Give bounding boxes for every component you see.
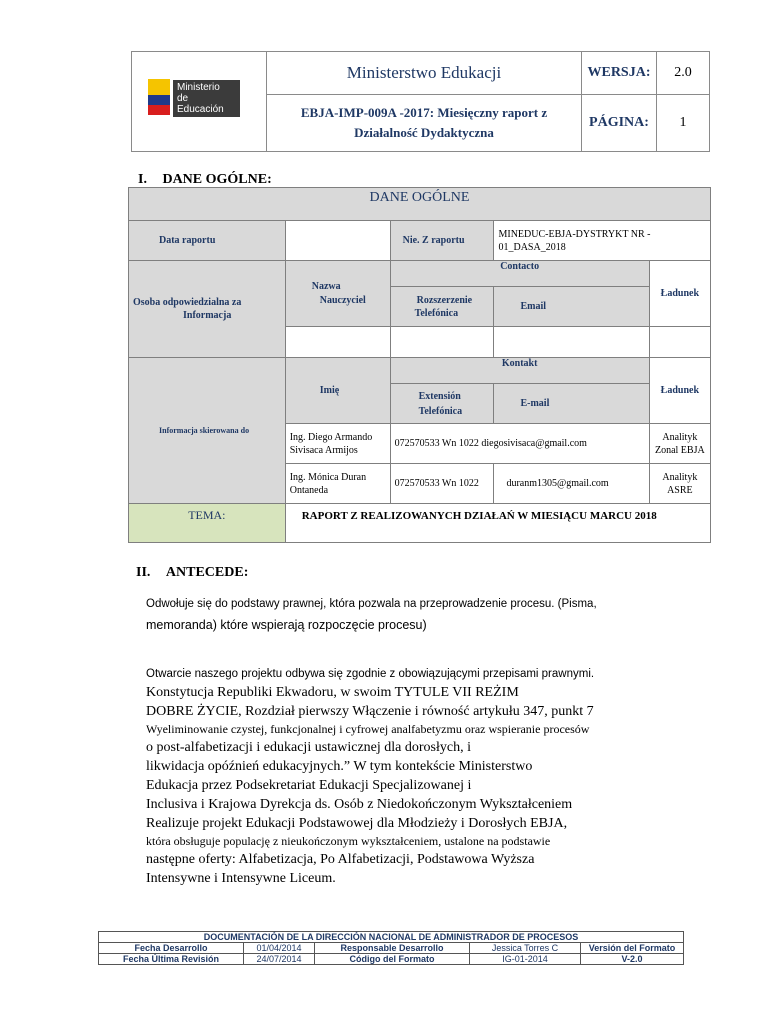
document-code-line1: EBJA-IMP-009A -2017: Miesięczny raport z <box>300 105 548 120</box>
recipient-1-name-line1: Ing. Diego Armando <box>289 431 373 443</box>
phone-ext-line1: Rozszerzenie <box>416 294 473 306</box>
phone-ext-label <box>390 287 494 327</box>
footer-revision-date-value: 24/07/2014 <box>244 954 315 965</box>
paragraph-2-line1: Otwarcie naszego projektu odbywa się zgodnie z obowiązującymi przepisami prawnymi. <box>146 668 595 680</box>
charge-value <box>649 327 710 358</box>
version-value: 2.0 <box>657 52 710 95</box>
footer-format-code-value: IG-01-2014 <box>470 954 581 965</box>
ministry-title: Ministerstwo Edukacji <box>267 52 582 95</box>
name-label: Imię <box>285 358 390 424</box>
page-label: PÁGINA: <box>582 95 657 152</box>
general-data-banner: DANE OGÓLNE <box>129 188 711 221</box>
footer-table <box>98 931 684 965</box>
report-number-value <box>494 221 711 261</box>
ministry-logo-text <box>173 80 240 117</box>
paragraph-2 <box>146 666 626 888</box>
general-data-table <box>128 187 711 543</box>
footer-format-code-label: Código del Formato <box>315 954 470 965</box>
teacher-name-value <box>285 327 390 358</box>
paragraph-1-line2: memoranda) które wspierają rozpoczęcie procesu) <box>146 618 427 632</box>
section-1-number: I. <box>138 172 147 187</box>
paragraph-2-line4: Wyeliminowanie czystej, funkcjonalnej i cyfrowej analfabetyzmu oraz wspieranie procesów <box>146 722 590 736</box>
recipient-role-2 <box>649 464 710 504</box>
charge-header-2: Ładunek <box>649 358 710 424</box>
section-2-number: II. <box>136 565 151 580</box>
charge-header: Ładunek <box>649 261 710 327</box>
report-number-line1: MINEDUC-EBJA-DYSTRYKT NR - <box>498 228 651 240</box>
responsible-person-line2: Informacja <box>183 310 232 321</box>
topic-label: TEMA: <box>129 504 286 543</box>
teacher-name-label <box>285 261 390 327</box>
report-number-line2: 01_DASA_2018 <box>498 241 566 253</box>
kontakt-header: Kontakt <box>390 358 649 384</box>
paragraph-2-line12: Intensywne i Intensywne Liceum. <box>146 871 336 886</box>
responsible-person-label <box>129 261 286 358</box>
document-header <box>131 51 710 152</box>
extension-line1: Extensión <box>418 390 461 402</box>
recipient-name-1 <box>285 424 390 464</box>
logo-text-line1: Ministerio <box>177 82 220 93</box>
report-date-value <box>285 221 390 261</box>
e-mail-label: E-mail <box>494 384 649 424</box>
email-value <box>494 327 649 358</box>
recipient-1-email: diegosivisaca@gmail.com <box>481 438 587 449</box>
paragraph-2-line6: likwidacja opóźnień edukacyjnych.” W tym kontekście Ministerstwo <box>146 759 533 774</box>
section-2-title: ANTECEDE: <box>165 565 249 580</box>
footer-dev-responsible-label: Responsable Desarrollo <box>315 943 470 954</box>
recipient-1-role-line2: Zonal EBJA <box>654 444 705 456</box>
phone-ext-line2: Telefónica <box>414 307 459 319</box>
section-1-heading <box>138 172 272 188</box>
footer-format-version-label: Versión del Formato <box>581 943 684 954</box>
footer-revision-date-label: Fecha Última Revisión <box>99 954 244 965</box>
phone-ext-value <box>390 327 494 358</box>
logo-cell <box>132 52 267 152</box>
section-2-heading <box>136 565 248 581</box>
ecuador-flag-logo <box>148 79 170 115</box>
paragraph-2-line5: o post-alfabetizacji i edukacji ustawicznej dla dorosłych, i <box>146 740 471 755</box>
report-date-label: Data raportu <box>129 221 286 261</box>
paragraph-2-line8: Inclusiva i Krajowa Dyrekcja ds. Osób z Niedokończonym Wykształceniem <box>146 797 573 812</box>
paragraph-2-line7: Edukacja przez Podsekretariat Edukacji Specjalizowanej i <box>146 778 472 793</box>
document-code-line2: Działalność Dydaktyczna <box>354 125 494 140</box>
document-code <box>267 95 582 152</box>
paragraph-1-line1: Odwołuje się do podstawy prawnej, która pozwala na przeprowadzenie procesu. (Pisma, <box>146 598 597 610</box>
recipient-role-1 <box>649 424 710 464</box>
paragraph-2-line11: następne oferty: Alfabetizacja, Po Alfabetizacji, Podstawowa Wyższa <box>146 852 535 867</box>
section-1-title: DANE OGÓLNE: <box>162 172 272 187</box>
extension-label <box>390 384 494 424</box>
footer-dev-responsible-value: Jessica Torres C <box>470 943 581 954</box>
paragraph-2-line9: Realizuje projekt Edukacji Podstawowej dla Młodzieży i Dorosłych EBJA, <box>146 816 568 831</box>
paragraph-2-line2: Konstytucja Republiki Ekwadoru, w swoim TYTULE VII REŻIM <box>146 685 519 700</box>
paragraph-2-line3: DOBRE ŻYCIE, Rozdział pierwszy Włączenie i równość artykułu 347, punkt 7 <box>146 704 594 719</box>
recipient-email-2: duranm1305@gmail.com <box>494 464 649 504</box>
footer-dev-date-label: Fecha Desarrollo <box>99 943 244 954</box>
paragraph-1 <box>146 596 626 635</box>
recipient-2-role-line2: ASRE <box>667 484 693 496</box>
page-value: 1 <box>657 95 710 152</box>
teacher-name-line1: Nazwa <box>311 280 341 292</box>
recipient-2-name-line2: Ontaneda <box>289 484 329 496</box>
footer-dev-date-value: 01/04/2014 <box>244 943 315 954</box>
recipient-1-name-line2: Sivisaca Armijos <box>289 444 358 456</box>
recipient-contact-1 <box>390 424 649 464</box>
recipient-1-role-line1: Analityk <box>662 431 698 443</box>
recipient-name-2 <box>285 464 390 504</box>
version-label: WERSJA: <box>582 52 657 95</box>
addressed-to-label: Informacja skierowana do <box>129 358 286 504</box>
responsible-person-line1: Osoba odpowiedzialna za <box>133 297 242 308</box>
recipient-2-role-line1: Analityk <box>662 471 698 483</box>
topic-value: RAPORT Z REALIZOWANYCH DZIAŁAŃ W MIESIĄCU MARCU 2018 <box>285 504 710 543</box>
footer-format-version-value: V-2.0 <box>581 954 684 965</box>
recipient-phone-2: 072570533 Wn 1022 <box>390 464 494 504</box>
recipient-1-phone: 072570533 Wn 1022 <box>394 438 479 449</box>
recipient-2-name-line1: Ing. Mónica Duran <box>289 471 367 483</box>
paragraph-2-line10: która obsługuje populację z nieukończonym wykształceniem, ustalone na podstawie <box>146 834 551 848</box>
contact-header: Contacto <box>390 261 649 287</box>
extension-line2: Telefónica <box>418 405 463 417</box>
teacher-name-line2: Nauczyciel <box>319 294 366 306</box>
logo-text-line2: de Educación <box>177 93 224 115</box>
footer-title: DOCUMENTACIÓN DE LA DIRECCIÓN NACIONAL DE ADMINISTRADOR DE PROCESOS <box>99 932 684 943</box>
report-number-label: Nie. Z raportu <box>390 221 494 261</box>
email-label: Email <box>494 287 649 327</box>
